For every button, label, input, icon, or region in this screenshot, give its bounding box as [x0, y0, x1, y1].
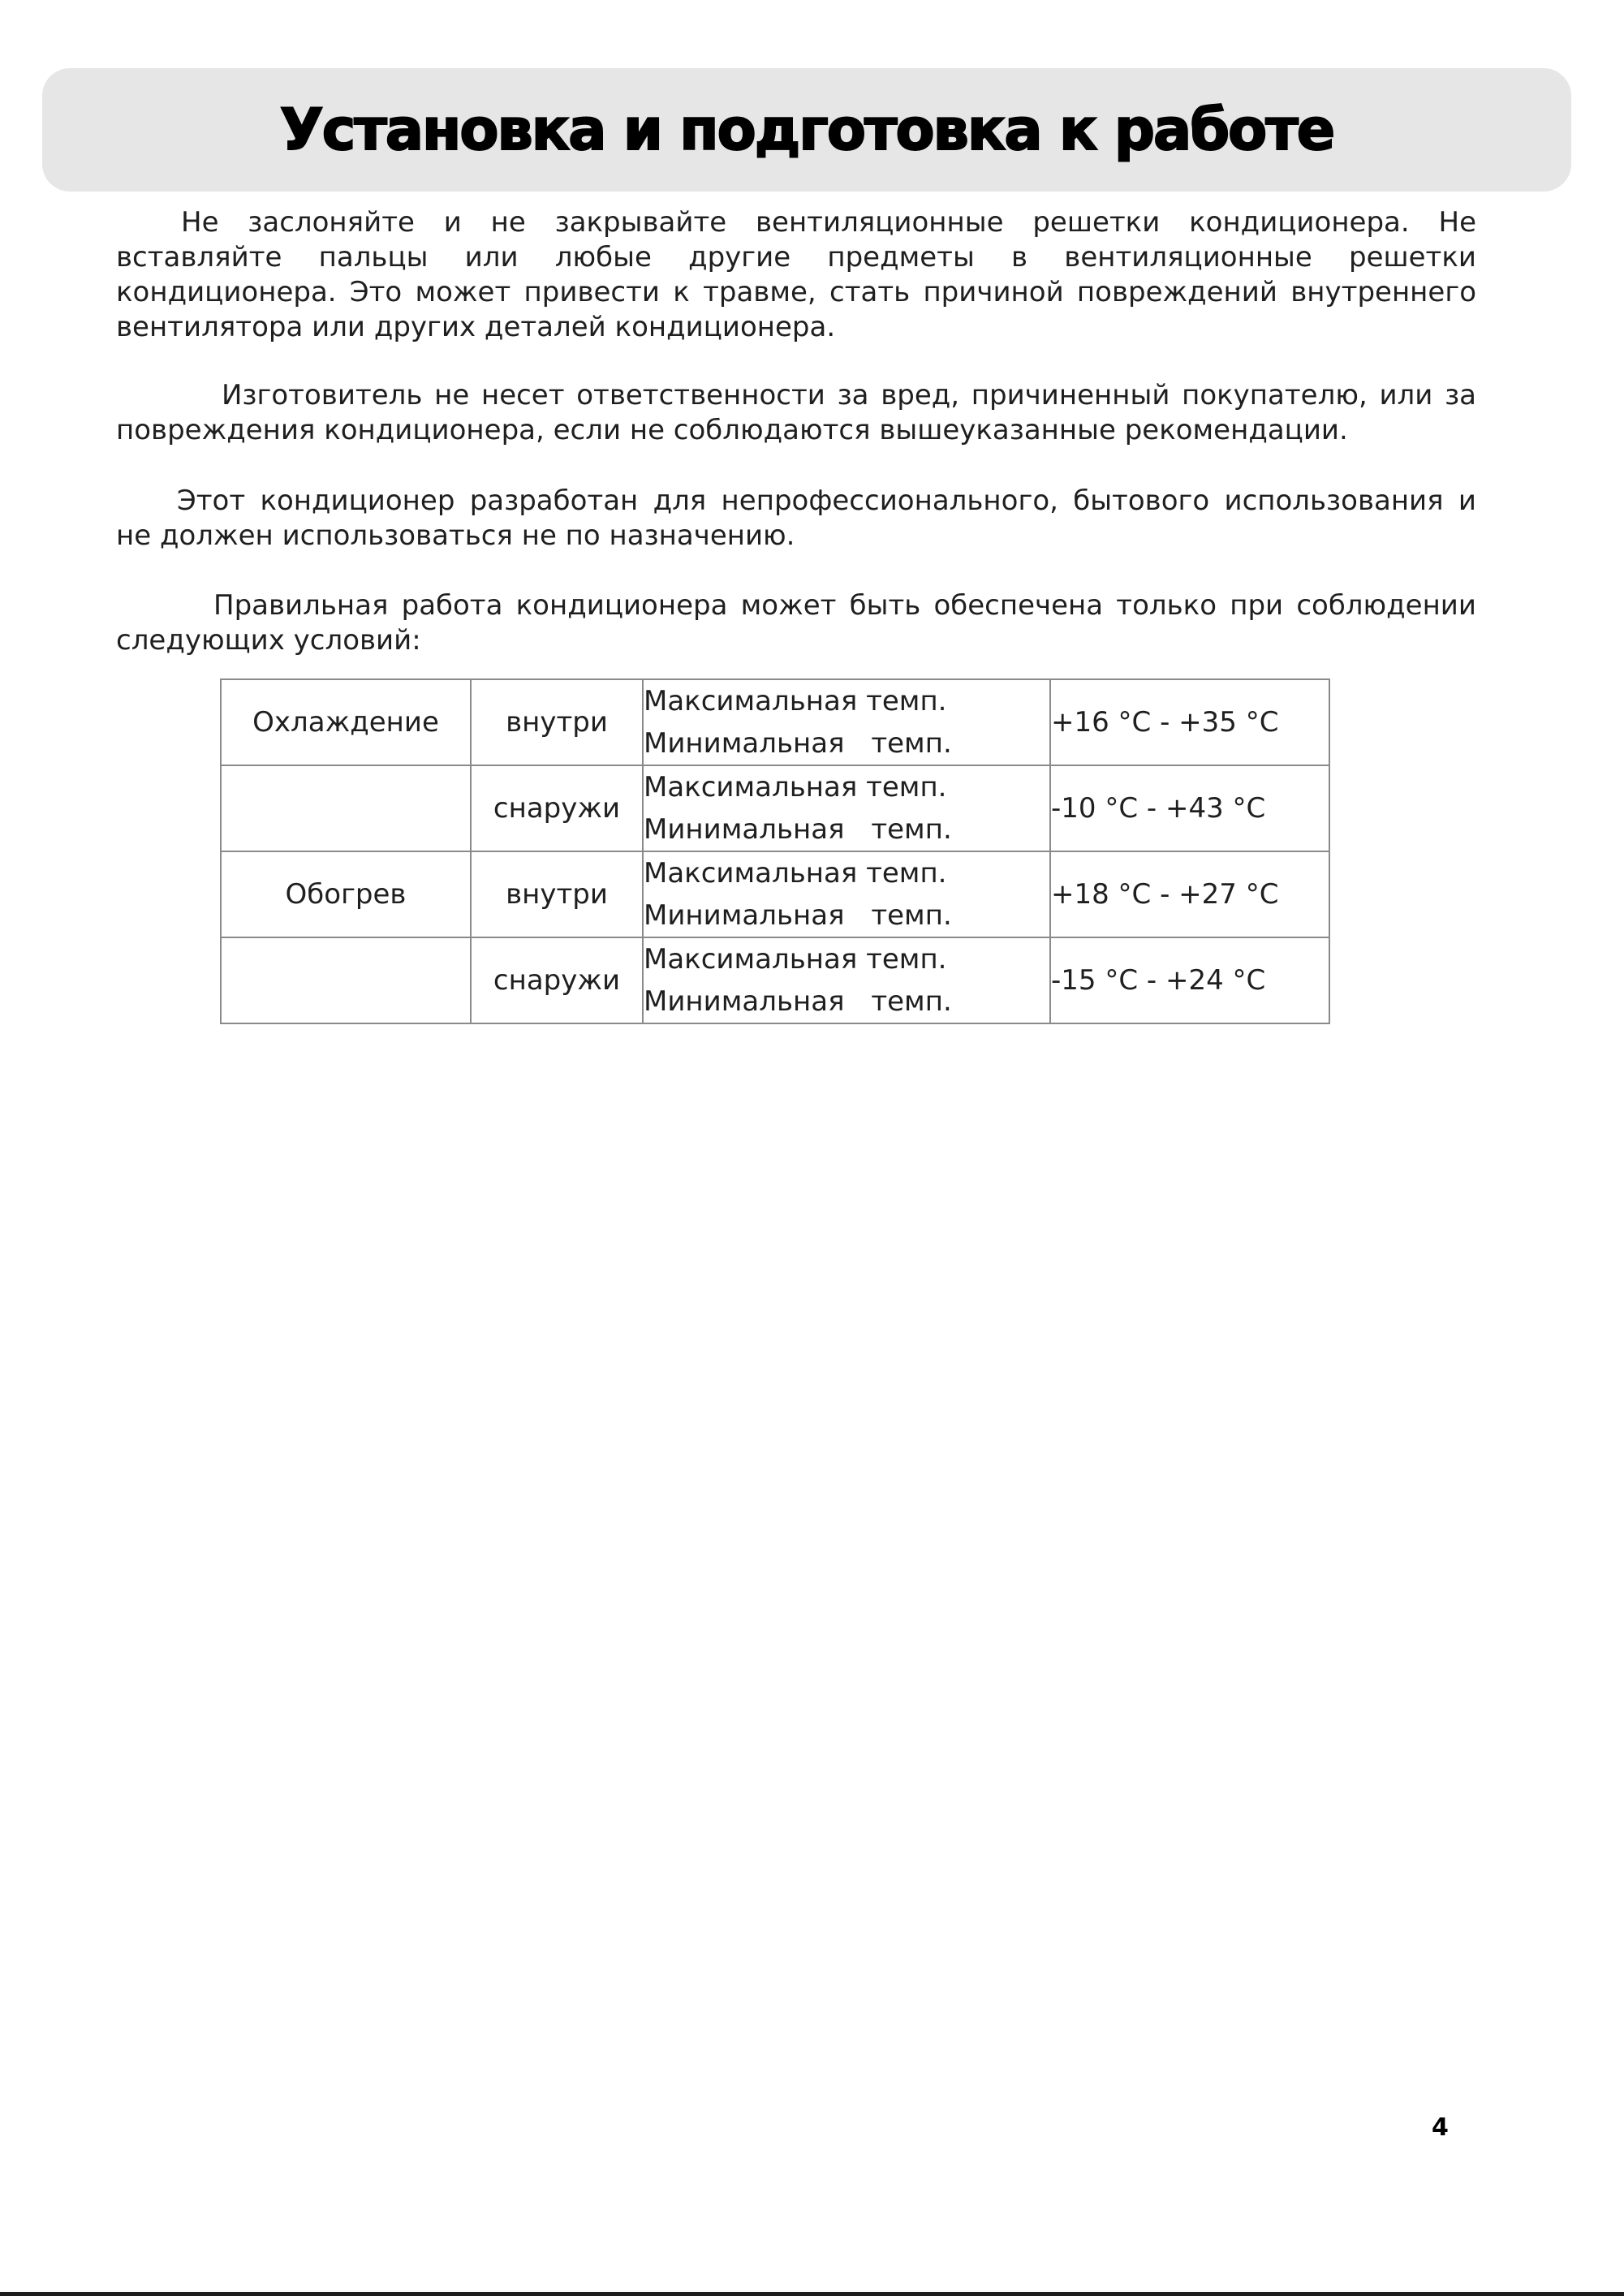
location-cell: внутри	[471, 851, 643, 937]
min-temp-label: Минимальная темп.	[644, 899, 952, 932]
max-temp-label: Максимальная темп.	[644, 771, 947, 803]
table-row	[221, 851, 1329, 937]
table-row	[221, 937, 1329, 1023]
limits-cell	[643, 679, 1050, 765]
page-number: 4	[1432, 2113, 1449, 2142]
min-temp-label: Минимальная темп.	[644, 813, 952, 846]
title-banner	[42, 68, 1571, 192]
location-cell: снаружи	[471, 937, 643, 1023]
mode-cell	[221, 765, 471, 851]
range-cell	[1050, 765, 1329, 851]
range-cell	[1050, 679, 1329, 765]
table-row	[221, 679, 1329, 765]
temperature-range: -10 °C - +43 °C	[1051, 792, 1266, 825]
min-temp-label: Минимальная темп.	[644, 985, 952, 1018]
range-cell	[1050, 851, 1329, 937]
max-temp-label: Максимальная темп.	[644, 943, 947, 976]
max-temp-label: Максимальная темп.	[644, 685, 947, 717]
mode-cell: Обогрев	[221, 851, 471, 937]
paragraph-intended-use: Этот кондиционер разработан для непрофессионального, бытового использования и не должен использоваться не по назначению.	[116, 485, 1476, 552]
temperature-range: +16 °C - +35 °C	[1051, 706, 1279, 739]
min-temp-label: Минимальная темп.	[644, 727, 952, 760]
mode-cell: Охлаждение	[221, 679, 471, 765]
page-title: Установка и подготовка к работе	[279, 97, 1334, 163]
paragraph-ventilation-warning: Не заслоняйте и не закрывайте вентиляционные решетки кондиционера. Не вставляйте пальцы или любые другие предметы в вентиляционные решетки кондиционера. Это может привести к травме, стать причиной повреждений внутреннего вентилятора или других деталей кондиционера.	[116, 206, 1476, 343]
limits-cell	[643, 765, 1050, 851]
limits-cell	[643, 937, 1050, 1023]
location-cell: снаружи	[471, 765, 643, 851]
operating-conditions-table	[220, 678, 1330, 1024]
table-row	[221, 765, 1329, 851]
temperature-range: -15 °C - +24 °C	[1051, 964, 1266, 997]
bottom-divider	[0, 2292, 1624, 2296]
location-cell: внутри	[471, 679, 643, 765]
range-cell	[1050, 937, 1329, 1023]
mode-cell	[221, 937, 471, 1023]
max-temp-label: Максимальная темп.	[644, 857, 947, 890]
temperature-range: +18 °C - +27 °C	[1051, 878, 1279, 911]
paragraph-liability: Изготовитель не несет ответственности за вред, причиненный покупателю, или за повреждения кондиционера, если не соблюдаются вышеуказанные рекомендации.	[116, 379, 1476, 446]
paragraph-operating-conditions: Правильная работа кондиционера может быть обеспечена только при соблюдении следующих условий:	[116, 589, 1476, 657]
limits-cell	[643, 851, 1050, 937]
